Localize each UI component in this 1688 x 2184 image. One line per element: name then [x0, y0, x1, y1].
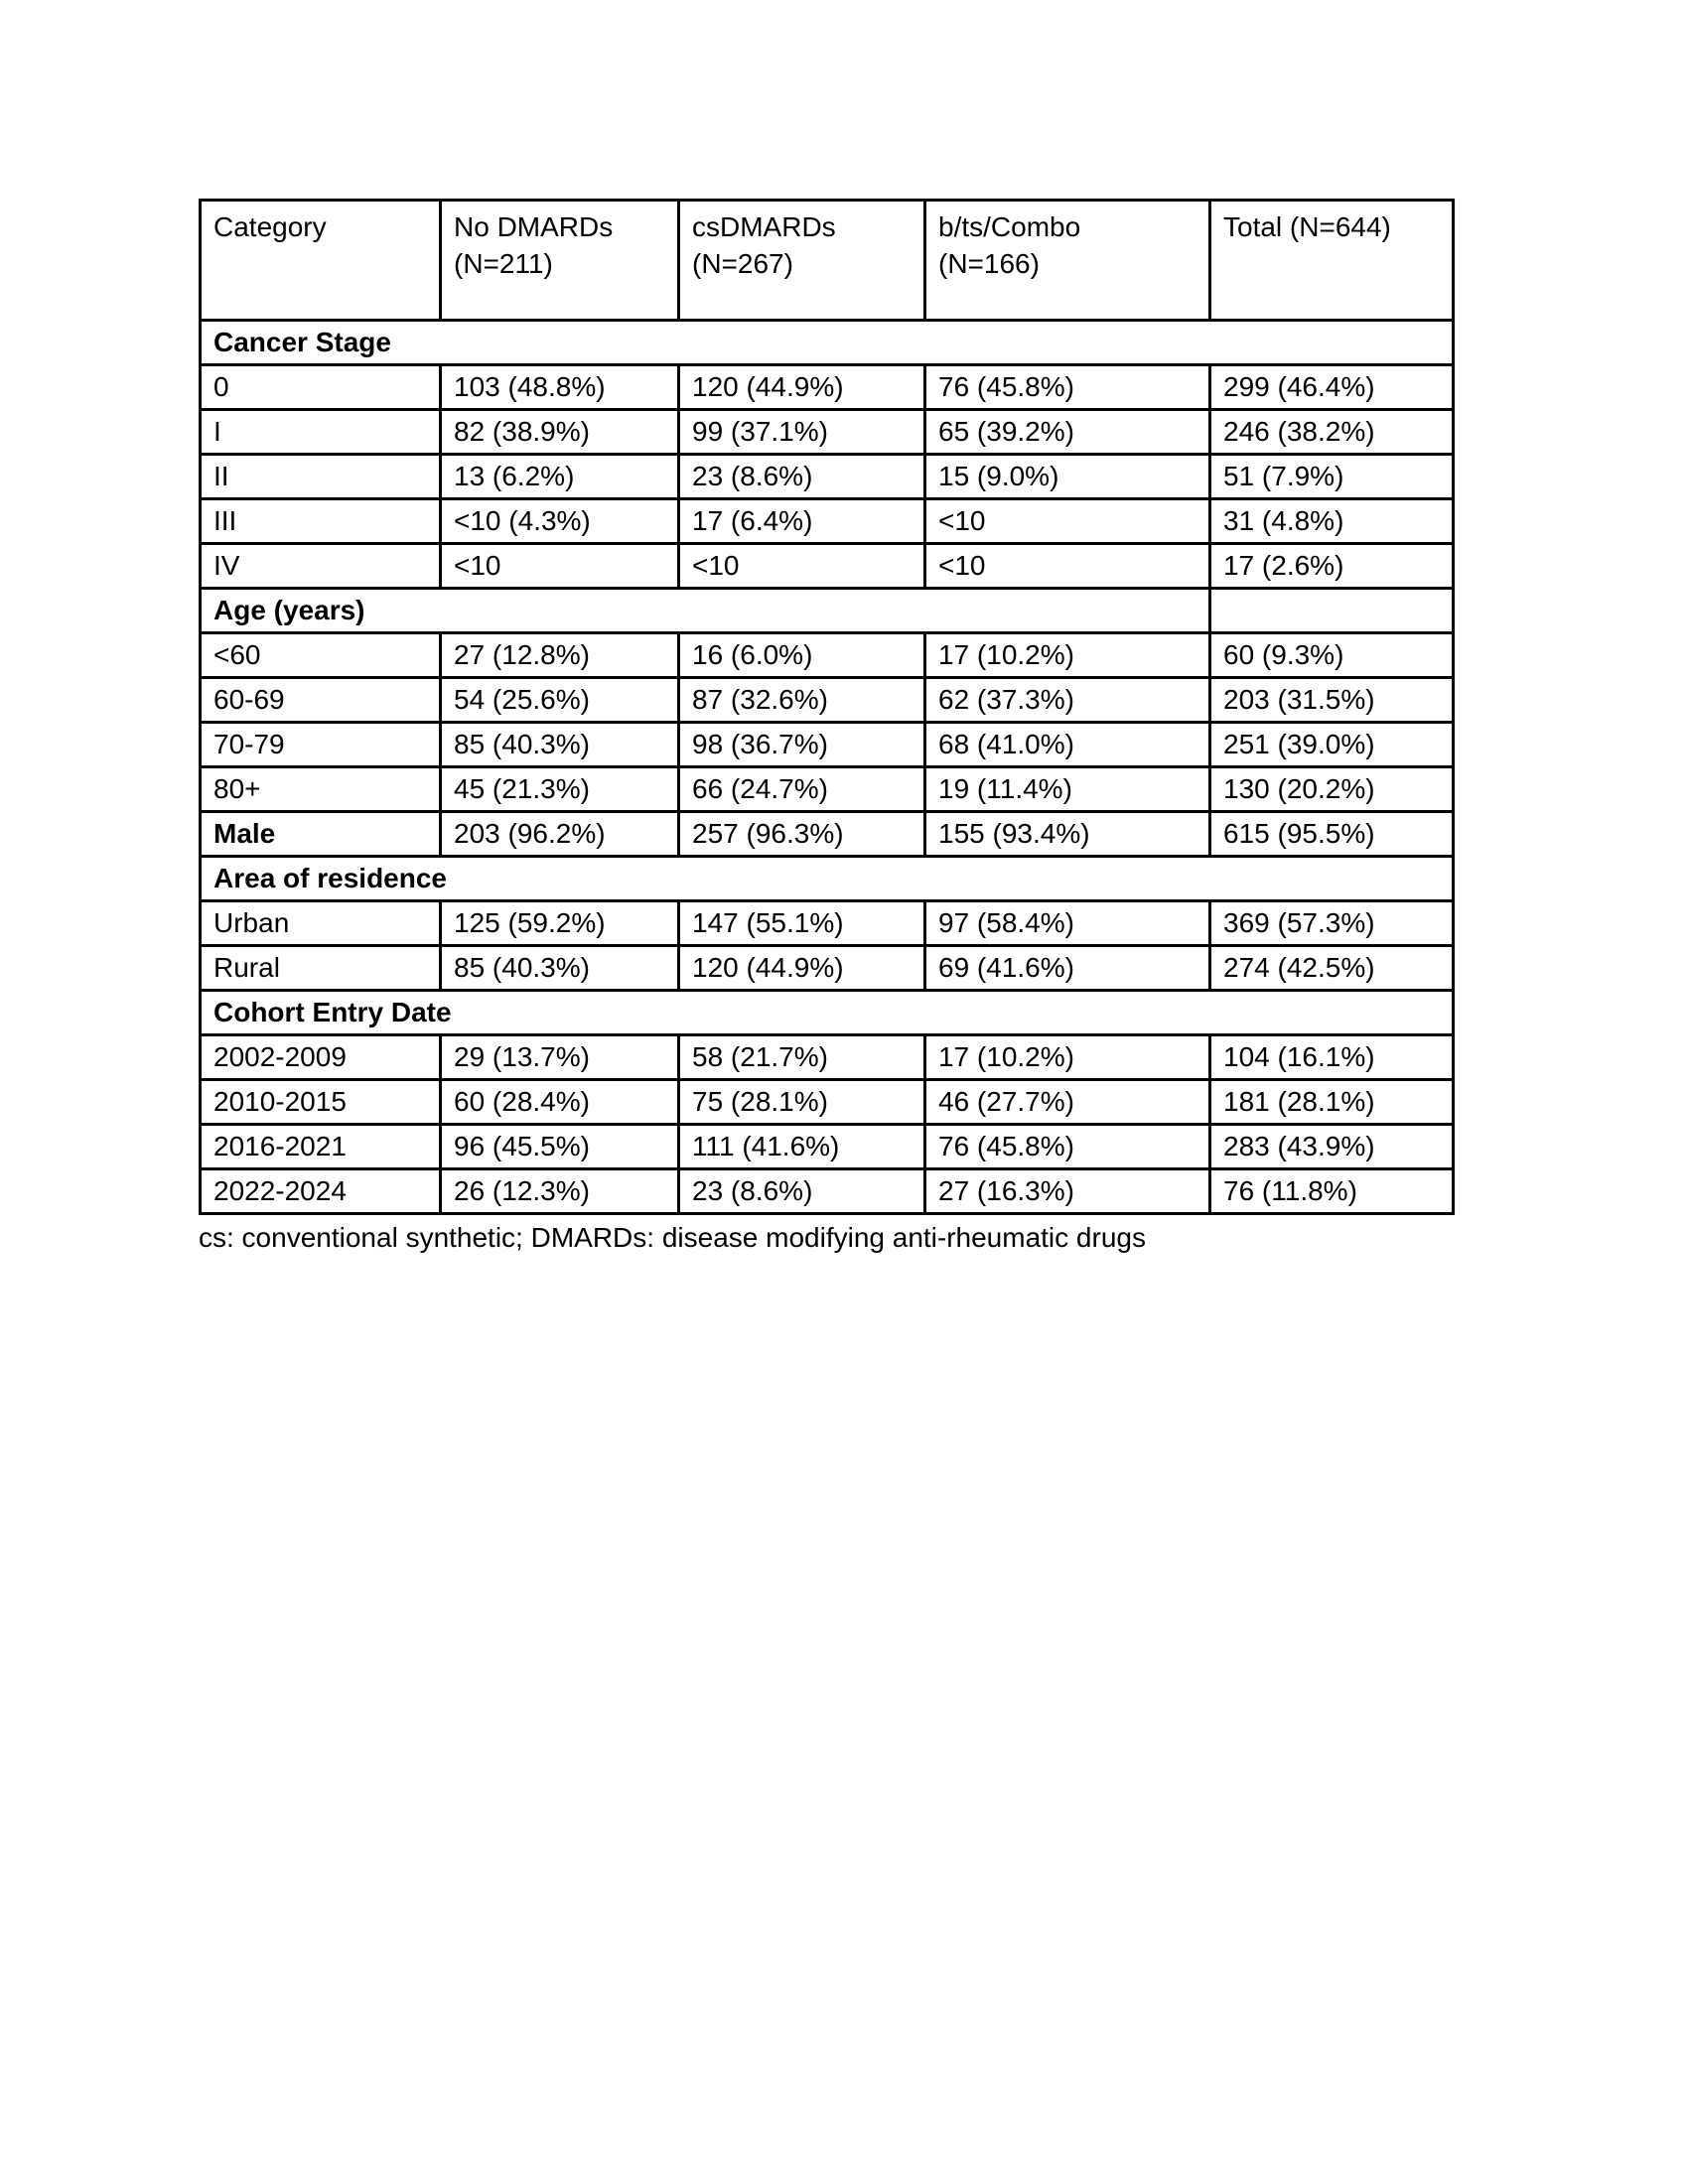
row-label: 2016-2021: [201, 1125, 441, 1169]
row-label: I: [201, 410, 441, 455]
table-cell: 104 (16.1%): [1210, 1035, 1454, 1080]
table-cell: 60 (28.4%): [441, 1080, 679, 1125]
section-header-label: Area of residence: [201, 857, 1454, 901]
row-label: <60: [201, 633, 441, 678]
table-cell: 69 (41.6%): [925, 946, 1210, 991]
table-cell: 17 (10.2%): [925, 633, 1210, 678]
column-header-category: [201, 201, 441, 321]
table-row: [201, 1035, 1454, 1080]
table-cell: 111 (41.6%): [679, 1125, 925, 1169]
column-header-sublabel: (N=166): [938, 247, 1040, 279]
table-cell: 103 (48.8%): [441, 365, 679, 410]
table-row: [201, 723, 1454, 767]
section-header-row-residence: [201, 857, 1454, 901]
table-row: [201, 901, 1454, 946]
table-cell: 147 (55.1%): [679, 901, 925, 946]
row-label: II: [201, 455, 441, 499]
table-row: [201, 455, 1454, 499]
table-cell: 68 (41.0%): [925, 723, 1210, 767]
section-header-row-cancer-stage: [201, 321, 1454, 365]
table-cell: 17 (6.4%): [679, 499, 925, 544]
table-cell: 23 (8.6%): [679, 455, 925, 499]
table-container: [199, 199, 1452, 1255]
row-label: 60-69: [201, 678, 441, 723]
column-header-total: [1210, 201, 1454, 321]
row-label: IV: [201, 544, 441, 589]
table-cell: 23 (8.6%): [679, 1169, 925, 1214]
table-cell: 16 (6.0%): [679, 633, 925, 678]
table-cell: 283 (43.9%): [1210, 1125, 1454, 1169]
row-label: 2022-2024: [201, 1169, 441, 1214]
table-cell: 274 (42.5%): [1210, 946, 1454, 991]
table-cell: 46 (27.7%): [925, 1080, 1210, 1125]
row-label: 70-79: [201, 723, 441, 767]
table-cell: 99 (37.1%): [679, 410, 925, 455]
table-cell: 203 (31.5%): [1210, 678, 1454, 723]
table-cell: 31 (4.8%): [1210, 499, 1454, 544]
table-cell: 203 (96.2%): [441, 812, 679, 857]
table-cell: 369 (57.3%): [1210, 901, 1454, 946]
table-cell: 120 (44.9%): [679, 946, 925, 991]
table-cell: 58 (21.7%): [679, 1035, 925, 1080]
column-header-bts-combo: [925, 201, 1210, 321]
table-cell: 120 (44.9%): [679, 365, 925, 410]
table-cell: 26 (12.3%): [441, 1169, 679, 1214]
column-header-label: Category: [213, 211, 327, 242]
table-cell: <10: [679, 544, 925, 589]
column-header-csdmards: [679, 201, 925, 321]
table-cell: 181 (28.1%): [1210, 1080, 1454, 1125]
table-cell: 19 (11.4%): [925, 767, 1210, 812]
row-label: 2002-2009: [201, 1035, 441, 1080]
empty-cell: [1210, 589, 1454, 633]
table-cell: 76 (11.8%): [1210, 1169, 1454, 1214]
table-cell: 96 (45.5%): [441, 1125, 679, 1169]
section-header-label: Cancer Stage: [201, 321, 1454, 365]
table-cell: <10 (4.3%): [441, 499, 679, 544]
table-cell: 75 (28.1%): [679, 1080, 925, 1125]
column-header-label: Total (N=644): [1223, 211, 1391, 242]
table-cell: 246 (38.2%): [1210, 410, 1454, 455]
row-label: 2010-2015: [201, 1080, 441, 1125]
table-row: [201, 633, 1454, 678]
table-cell: 615 (95.5%): [1210, 812, 1454, 857]
table-cell: 257 (96.3%): [679, 812, 925, 857]
row-label: Rural: [201, 946, 441, 991]
column-header-label: b/ts/Combo: [938, 211, 1081, 242]
table-cell: 17 (2.6%): [1210, 544, 1454, 589]
row-label: 0: [201, 365, 441, 410]
table-row: [201, 767, 1454, 812]
table-row: [201, 1125, 1454, 1169]
table-cell: <10: [441, 544, 679, 589]
table-row-male: [201, 812, 1454, 857]
column-header-sublabel: (N=211): [454, 247, 553, 279]
row-label: Male: [201, 812, 441, 857]
section-header-label: Cohort Entry Date: [201, 991, 1454, 1035]
column-header-no-dmards: [441, 201, 679, 321]
table-cell: 130 (20.2%): [1210, 767, 1454, 812]
table-cell: 76 (45.8%): [925, 1125, 1210, 1169]
table-cell: 66 (24.7%): [679, 767, 925, 812]
table-cell: 155 (93.4%): [925, 812, 1210, 857]
table-cell: 82 (38.9%): [441, 410, 679, 455]
table-row: [201, 1080, 1454, 1125]
table-footnote: cs: conventional synthetic; DMARDs: disease modifying anti-rheumatic drugs: [199, 1222, 1146, 1253]
table-cell: <10: [925, 544, 1210, 589]
table-cell: 15 (9.0%): [925, 455, 1210, 499]
table-cell: 87 (32.6%): [679, 678, 925, 723]
row-label: Urban: [201, 901, 441, 946]
table-cell: <10: [925, 499, 1210, 544]
table-cell: 54 (25.6%): [441, 678, 679, 723]
table-cell: 76 (45.8%): [925, 365, 1210, 410]
table-cell: 299 (46.4%): [1210, 365, 1454, 410]
table-row: [201, 410, 1454, 455]
table-cell: 125 (59.2%): [441, 901, 679, 946]
table-row: [201, 499, 1454, 544]
table-cell: 60 (9.3%): [1210, 633, 1454, 678]
section-header-label: Age (years): [201, 589, 1210, 633]
section-header-row-age: [201, 589, 1454, 633]
column-header-label: No DMARDs: [454, 211, 614, 242]
table-cell: 85 (40.3%): [441, 946, 679, 991]
table-cell: 17 (10.2%): [925, 1035, 1210, 1080]
table-cell: 251 (39.0%): [1210, 723, 1454, 767]
table-row: [201, 365, 1454, 410]
table-row: [201, 946, 1454, 991]
table-cell: 65 (39.2%): [925, 410, 1210, 455]
table-cell: 27 (12.8%): [441, 633, 679, 678]
section-header-row-cohort-entry: [201, 991, 1454, 1035]
table-row: [201, 1169, 1454, 1214]
row-label: 80+: [201, 767, 441, 812]
table-row: [201, 544, 1454, 589]
table-cell: 13 (6.2%): [441, 455, 679, 499]
column-header-label: csDMARDs: [692, 211, 836, 242]
table-cell: 62 (37.3%): [925, 678, 1210, 723]
table-cell: 29 (13.7%): [441, 1035, 679, 1080]
table-cell: 85 (40.3%): [441, 723, 679, 767]
row-label: III: [201, 499, 441, 544]
table-cell: 97 (58.4%): [925, 901, 1210, 946]
table-row: [201, 678, 1454, 723]
table-header-row: [201, 201, 1454, 321]
table-cell: 45 (21.3%): [441, 767, 679, 812]
table-cell: 98 (36.7%): [679, 723, 925, 767]
baseline-characteristics-table: [199, 199, 1455, 1215]
table-cell: 27 (16.3%): [925, 1169, 1210, 1214]
table-cell: 51 (7.9%): [1210, 455, 1454, 499]
column-header-sublabel: (N=267): [692, 247, 793, 279]
